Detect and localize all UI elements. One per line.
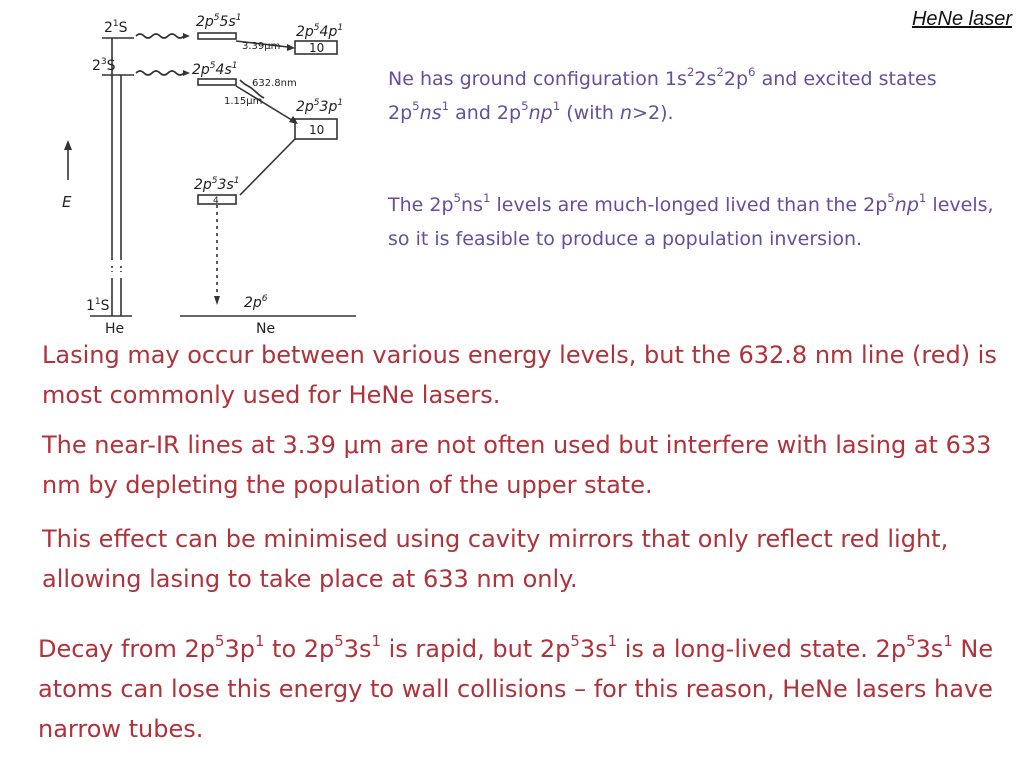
wavelength-1-15um: 1.15μm (224, 96, 263, 107)
lasing-lines-paragraph: Lasing may occur between various energy levels, but the 632.8 nm line (red) is most commonly used for HeNe lasers. (42, 341, 997, 409)
ne-configuration-paragraph: Ne has ground configuration $1s^22s^22p^6$ and excited states $2p^5ns^1$ and $2p^5np^1$ (with n>2). (388, 64, 937, 124)
wavelength-632-8nm: 632.8nm (252, 78, 297, 89)
population-box-4p: 10 (309, 41, 325, 55)
hene-energy-level-diagram (40, 0, 370, 340)
near-ir-paragraph: The near-IR lines at 3.39 μm are not often used but interfere with lasing at 633 nm by depleting the population of the upper state. (42, 431, 992, 499)
atom-label-ne: Ne (256, 321, 276, 337)
wavelength-3-39um: 3.39μm (242, 41, 281, 52)
lifetime-paragraph: The $2p^5ns^1$ levels are much-longed lived than the $2p^5np^1$ levels, so it is feasible to produce a population inversion. (388, 190, 994, 250)
level-label-2p5-3p1: $2p^53p^1$ (296, 98, 344, 115)
level-label-2p5-5s1: $2p^55s^1$ (196, 13, 242, 30)
level-label-2p5-3s1: $2p^53s^1$ (194, 176, 240, 193)
level-label-2-1s: $2^1S$ (104, 19, 128, 36)
level-label-2p5-4p1: $2p^54p^1$ (296, 23, 344, 40)
level-label-1-1s: $1^1S$ (86, 297, 110, 314)
cavity-mirrors-paragraph: This effect can be minimised using cavity mirrors that only reflect red light, allowing lasing to take place at 633 nm only. (42, 525, 949, 593)
energy-axis-label: E (62, 193, 72, 211)
population-box-3p: 10 (309, 123, 325, 137)
level-label-2p6: $2p^6$ (244, 294, 268, 311)
level-label-2p5-4s1: $2p^54s^1$ (192, 61, 238, 78)
level-label-2-3s: $2^3S$ (92, 57, 116, 74)
slide-corner-title: HeNe laser (911, 8, 1012, 30)
population-box-3s: 4 (213, 196, 219, 206)
diagram-lines (68, 33, 356, 316)
atom-label-he: He (105, 321, 125, 337)
decay-paragraph: Decay from $2p^53p^1$ to $2p^53s^1$ is rapid, but $2p^53s^1$ is a long-lived state. $2p^53s^1$ Ne atoms can lose this energy to wall collisions – for this reason, HeNe lasers have narrow tubes. (38, 631, 994, 743)
